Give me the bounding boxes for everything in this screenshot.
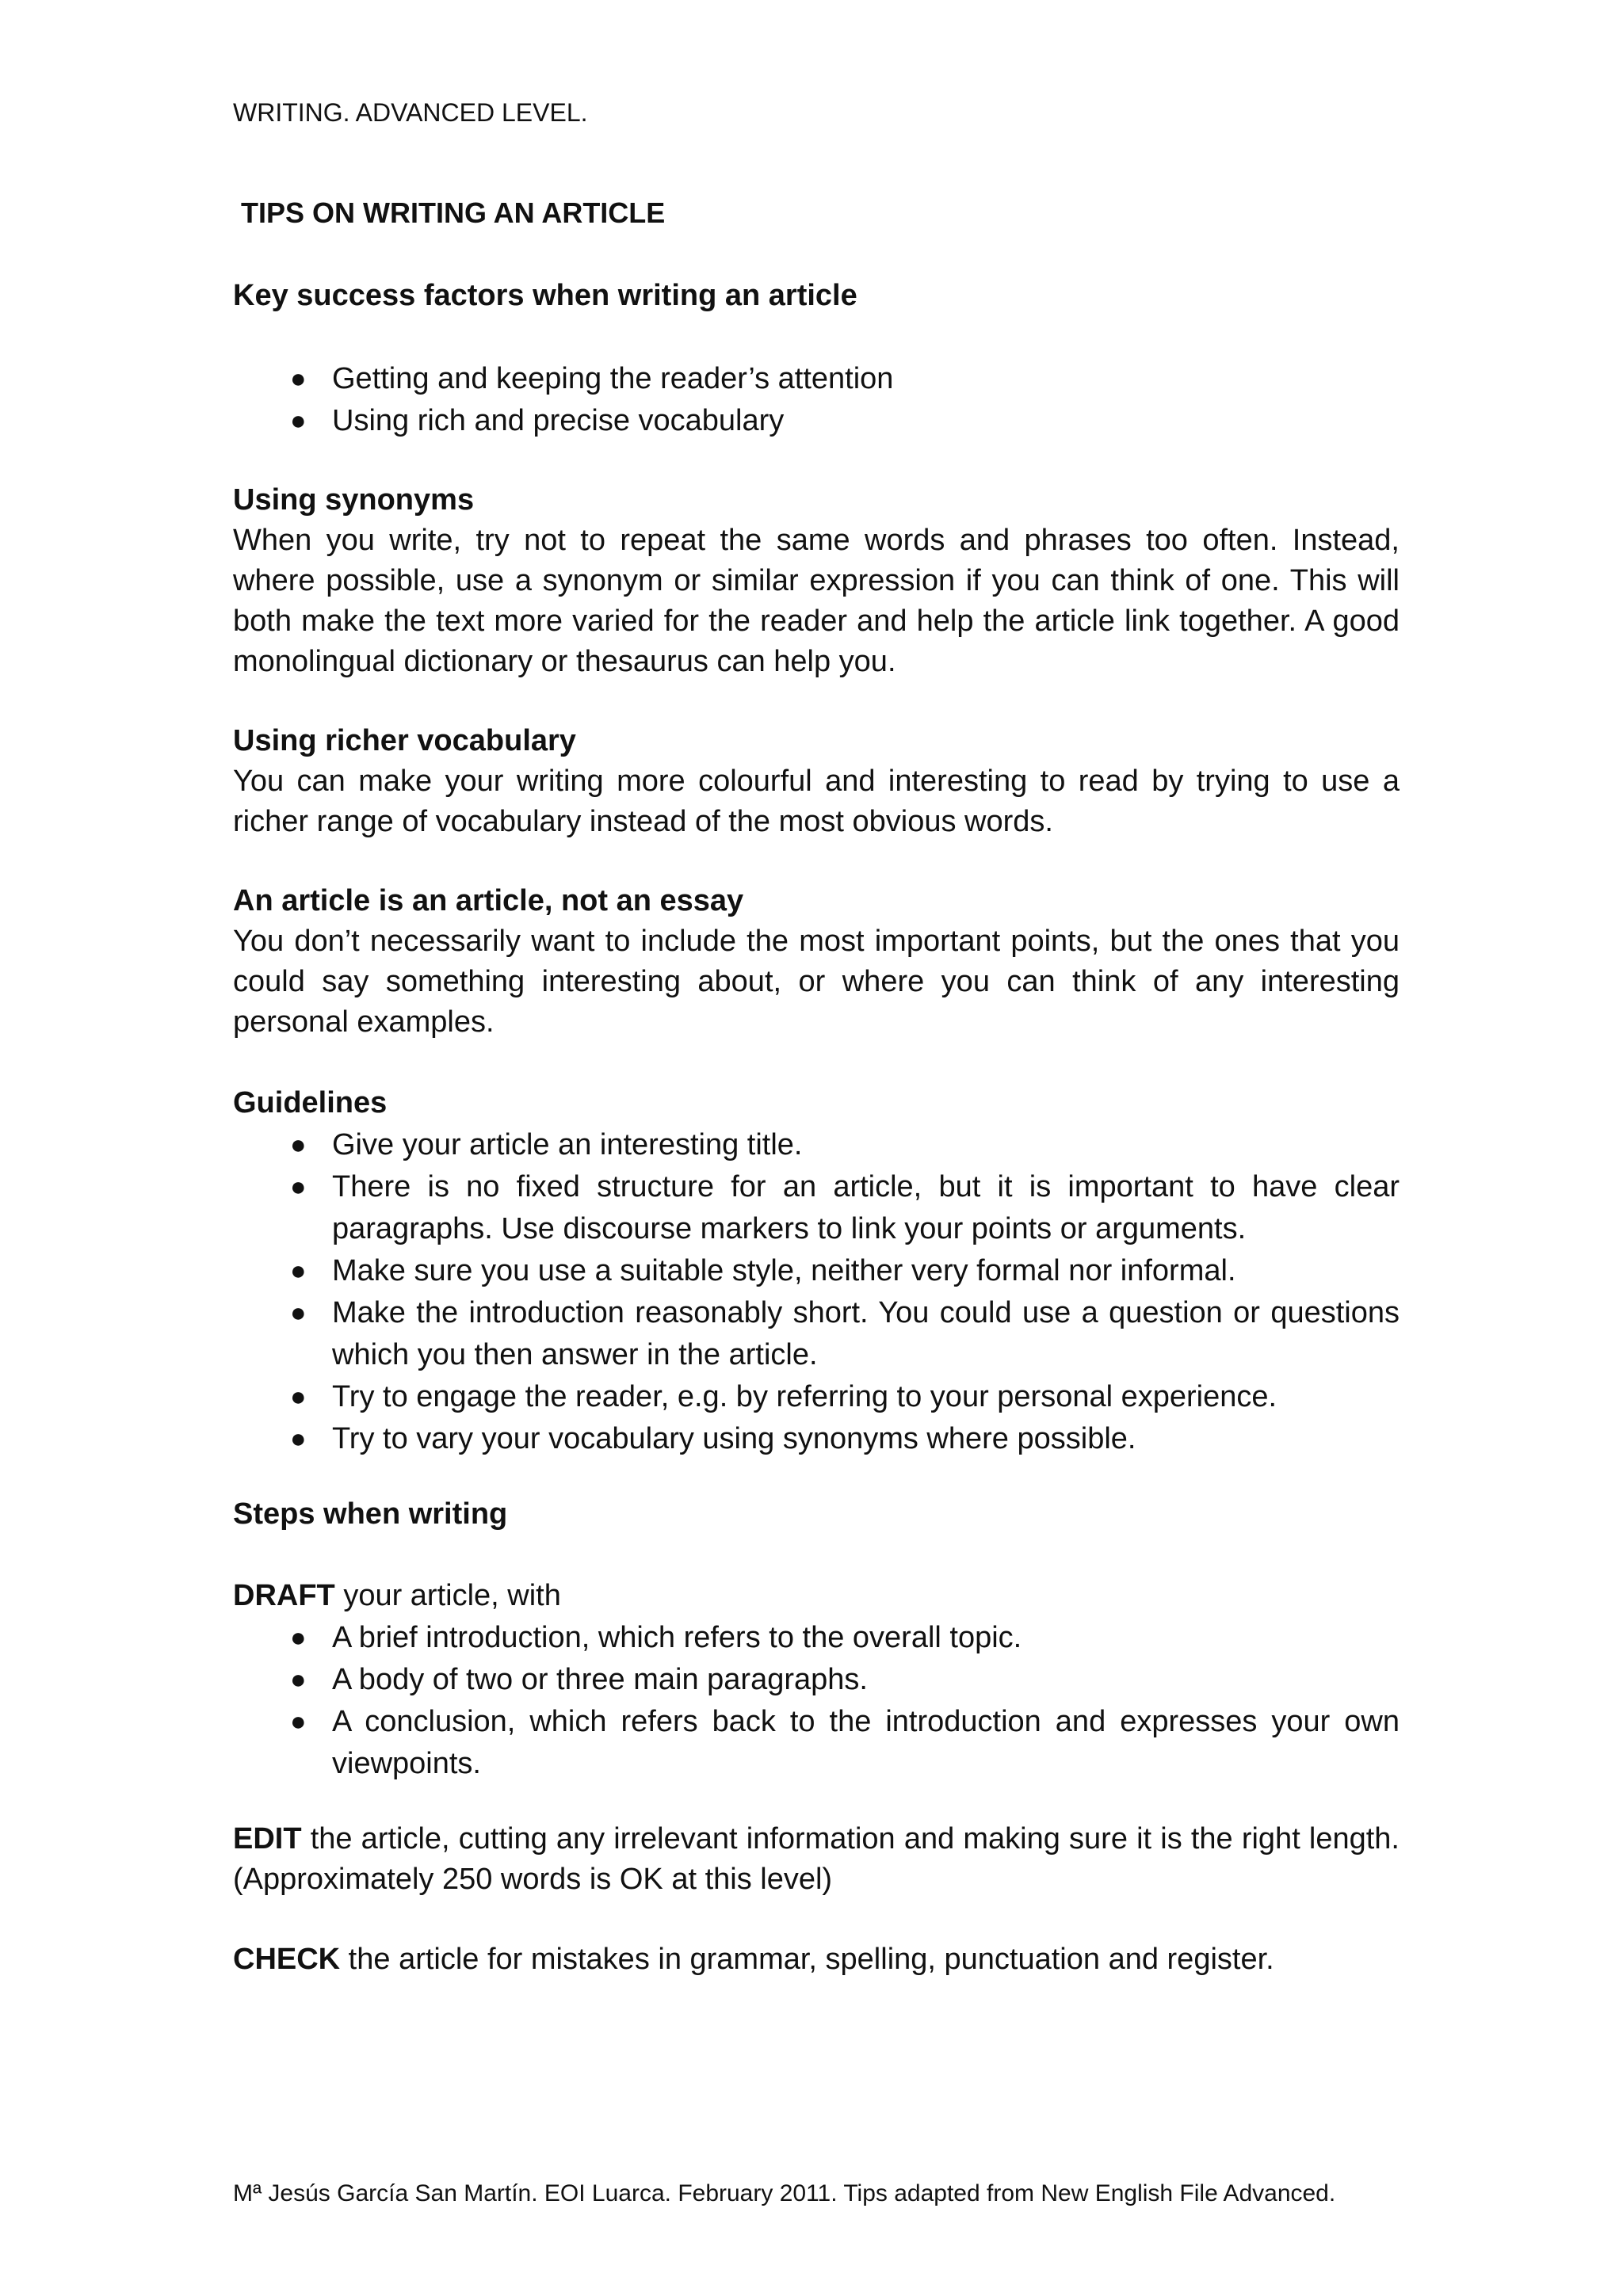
richer-vocabulary-heading: Using richer vocabulary (233, 724, 576, 757)
bullet-icon: ● (290, 1298, 307, 1328)
course-level-header: WRITING. ADVANCED LEVEL. (233, 98, 588, 127)
key-success-heading: Key success factors when writing an article (233, 279, 857, 312)
richer-vocabulary-section (233, 721, 1400, 842)
synonyms-paragraph: When you write, try not to repeat the same words and phrases too often. Instead, where possible, use a synonym or similar expression if you can think of one. This will both make the text more varied for the reader and help the article link together. A good monolingual dictionary or thesaurus can help you. (233, 524, 1400, 678)
article-not-essay-section (233, 881, 1400, 1043)
draft-intro (233, 1575, 1400, 1617)
edit-text: the article, cutting any irrelevant information and making sure it is the right length. (Approximately 250 words is OK at this level) (233, 1822, 1400, 1896)
steps-heading: Steps when writing (233, 1497, 508, 1531)
key-success-list (233, 358, 1400, 442)
check-step (233, 1939, 1400, 1980)
list-item: ● Try to engage the reader, e.g. by referring to your personal experience. (233, 1376, 1400, 1418)
bullet-icon: ● (290, 1623, 307, 1653)
bullet-icon: ● (290, 406, 307, 436)
edit-keyword: EDIT (233, 1822, 302, 1855)
bullet-icon: ● (290, 1172, 307, 1202)
list-item: ● Getting and keeping the reader’s attention (233, 358, 1400, 400)
draft-keyword: DRAFT (233, 1579, 335, 1612)
guidelines-list (233, 1124, 1400, 1460)
draft-list (233, 1617, 1400, 1785)
list-item: ● Make sure you use a suitable style, neither very formal nor informal. (233, 1250, 1400, 1292)
draft-step (233, 1575, 1400, 1785)
synonyms-heading: Using synonyms (233, 483, 475, 517)
bullet-icon: ● (290, 1256, 307, 1286)
list-item: ● A body of two or three main paragraphs. (233, 1659, 1400, 1701)
bullet-icon: ● (290, 364, 307, 394)
list-item: ● Try to vary your vocabulary using synonyms where possible. (233, 1418, 1400, 1460)
steps-heading-block (233, 1494, 1400, 1535)
article-not-essay-paragraph: You don’t necessarily want to include the most important points, but the ones that you could say something interesting about, or where you can think of any interesting personal examples. (233, 925, 1400, 1039)
bullet-icon: ● (290, 1665, 307, 1695)
check-paragraph (233, 1939, 1400, 1980)
draft-text: your article, with (334, 1579, 561, 1612)
key-success-section (233, 276, 1400, 442)
richer-vocabulary-paragraph: You can make your writing more colourful and interesting to read by trying to use a richer range of vocabulary instead of the most obvious words. (233, 765, 1400, 838)
edit-paragraph (233, 1819, 1400, 1900)
list-item: ● Make the introduction reasonably short. You could use a question or questions which you then answer in the article. (233, 1292, 1400, 1376)
check-text: the article for mistakes in grammar, spelling, punctuation and register. (340, 1943, 1274, 1976)
guidelines-heading: Guidelines (233, 1086, 388, 1119)
list-item: ● There is no fixed structure for an article, but it is important to have clear paragraphs. Use discourse markers to link your points or arguments. (233, 1166, 1400, 1250)
synonyms-section (233, 480, 1400, 682)
bullet-icon: ● (290, 1382, 307, 1412)
bullet-icon: ● (290, 1130, 307, 1160)
article-not-essay-heading: An article is an article, not an essay (233, 884, 744, 917)
bullet-icon: ● (290, 1424, 307, 1454)
document-title: TIPS ON WRITING AN ARTICLE (241, 196, 666, 229)
list-item: ● A conclusion, which refers back to the introduction and expresses your own viewpoints. (233, 1701, 1400, 1785)
bullet-icon: ● (290, 1707, 307, 1737)
guidelines-section (233, 1082, 1400, 1460)
check-keyword: CHECK (233, 1943, 341, 1976)
list-item: ● A brief introduction, which refers to the overall topic. (233, 1617, 1400, 1659)
list-item: ● Give your article an interesting title. (233, 1124, 1400, 1166)
edit-step (233, 1819, 1400, 1900)
list-item: ● Using rich and precise vocabulary (233, 400, 1400, 442)
page-footer: Mª Jesús García San Martín. EOI Luarca. February 2011. Tips adapted from New English File Advanced. (233, 2180, 1336, 2206)
